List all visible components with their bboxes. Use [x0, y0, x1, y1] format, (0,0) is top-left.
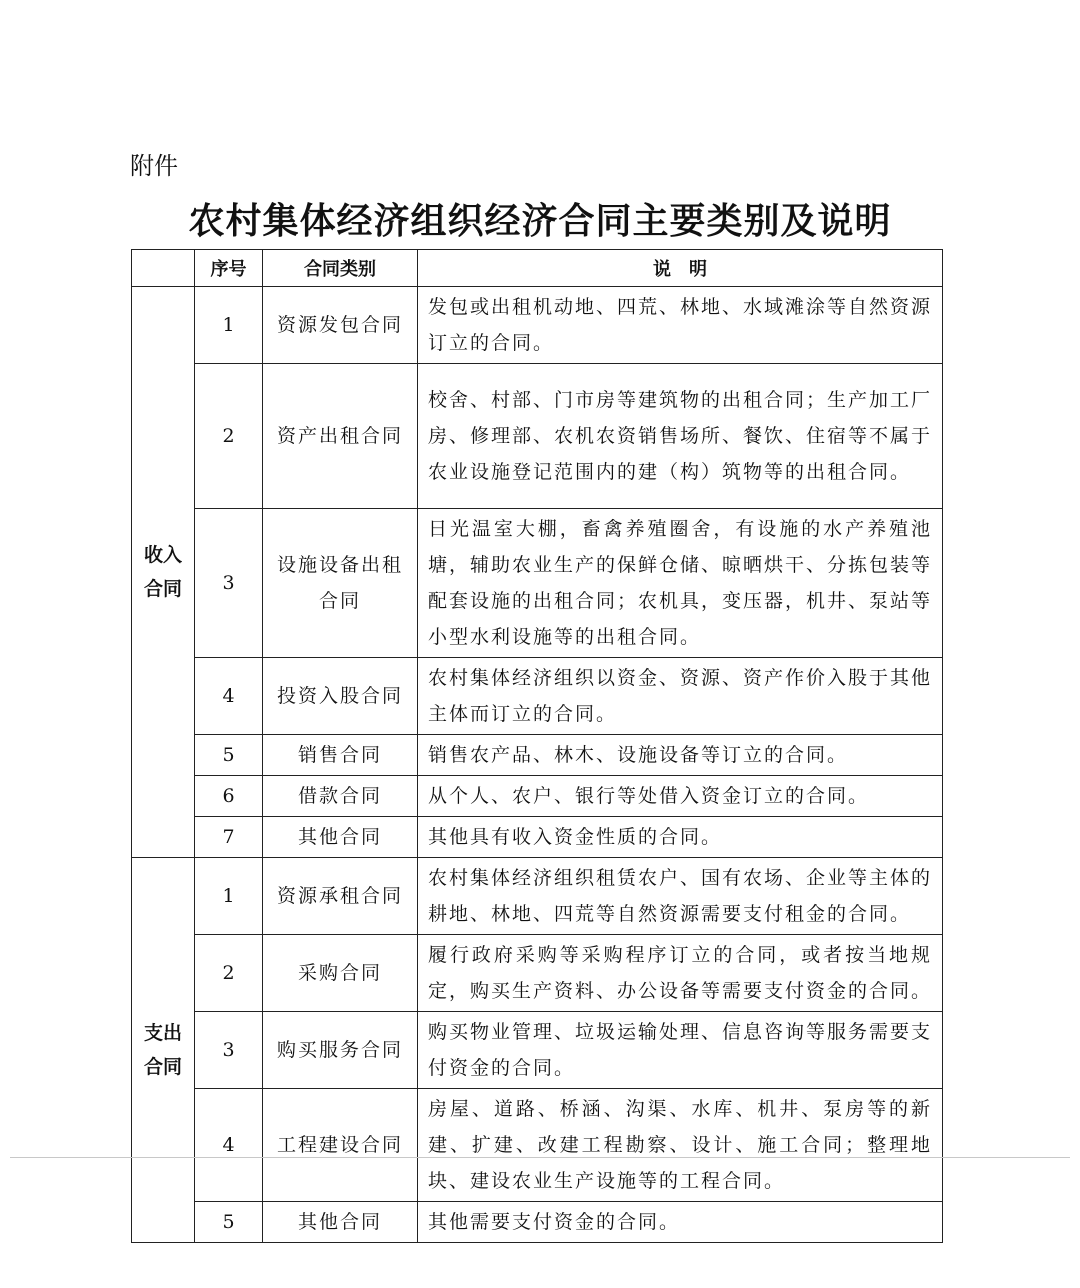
- row-description: 房屋、道路、桥涵、沟渠、水库、机井、泵房等的新建、扩建、改建工程勘察、设计、施工合同；整理地块、建设农业生产设施等的工程合同。: [418, 1089, 943, 1202]
- table-row: [132, 1089, 943, 1202]
- row-category: 设施设备出租合同: [263, 509, 418, 658]
- header-group: [132, 250, 195, 287]
- table-row: [132, 776, 943, 817]
- table-header-row: [132, 250, 943, 287]
- row-description: 购买物业管理、垃圾运输处理、信息咨询等服务需要支付资金的合同。: [418, 1012, 943, 1089]
- group-label-expense: 支出合同: [132, 858, 195, 1243]
- row-description: 其他需要支付资金的合同。: [418, 1202, 943, 1243]
- row-category: 借款合同: [263, 776, 418, 817]
- table-row: [132, 1012, 943, 1089]
- row-description: 销售农产品、林木、设施设备等订立的合同。: [418, 735, 943, 776]
- row-category: 销售合同: [263, 735, 418, 776]
- row-description: 履行政府采购等采购程序订立的合同，或者按当地规定，购买生产资料、办公设备等需要支付资金的合同。: [418, 935, 943, 1012]
- row-description: 校舍、村部、门市房等建筑物的出租合同；生产加工厂房、修理部、农机农资销售场所、餐饮、住宿等不属于农业设施登记范围内的建（构）筑物等的出租合同。: [418, 364, 943, 509]
- row-seq: 3: [195, 1012, 263, 1089]
- table-row: [132, 1202, 943, 1243]
- row-seq: 4: [195, 1089, 263, 1202]
- row-category: 工程建设合同: [263, 1089, 418, 1202]
- row-description: 从个人、农户、银行等处借入资金订立的合同。: [418, 776, 943, 817]
- row-category: 投资入股合同: [263, 658, 418, 735]
- header-category: 合同类别: [263, 250, 418, 287]
- row-description: 其他具有收入资金性质的合同。: [418, 817, 943, 858]
- table-row: [132, 735, 943, 776]
- row-seq: 5: [195, 1202, 263, 1243]
- row-category: 其他合同: [263, 1202, 418, 1243]
- document-title: 农村集体经济组织经济合同主要类别及说明: [188, 201, 892, 242]
- header-description: 说 明: [418, 250, 943, 287]
- table-row: [132, 817, 943, 858]
- group-label-income: 收入合同: [132, 287, 195, 858]
- row-description: 农村集体经济组织以资金、资源、资产作价入股于其他主体而订立的合同。: [418, 658, 943, 735]
- table-row: [132, 509, 943, 658]
- row-seq: 1: [195, 287, 263, 364]
- table-row: [132, 287, 943, 364]
- scan-artifact-line: [10, 1157, 1070, 1158]
- row-seq: 2: [195, 935, 263, 1012]
- table-row: [132, 858, 943, 935]
- attachment-label: 附件: [130, 152, 178, 180]
- table-row: [132, 364, 943, 509]
- row-category: 资产出租合同: [263, 364, 418, 509]
- table-row: [132, 658, 943, 735]
- row-seq: 7: [195, 817, 263, 858]
- row-category: 其他合同: [263, 817, 418, 858]
- row-description: 日光温室大棚，畜禽养殖圈舍，有设施的水产养殖池塘，辅助农业生产的保鲜仓储、晾晒烘干、分拣包装等配套设施的出租合同；农机具，变压器，机井、泵站等小型水利设施等的出租合同。: [418, 509, 943, 658]
- row-seq: 3: [195, 509, 263, 658]
- table-row: [132, 935, 943, 1012]
- row-seq: 6: [195, 776, 263, 817]
- row-category: 资源承租合同: [263, 858, 418, 935]
- header-seq: 序号: [195, 250, 263, 287]
- row-seq: 1: [195, 858, 263, 935]
- row-category: 资源发包合同: [263, 287, 418, 364]
- row-seq: 5: [195, 735, 263, 776]
- contract-category-table: [131, 249, 943, 1243]
- row-description: 发包或出租机动地、四荒、林地、水域滩涂等自然资源订立的合同。: [418, 287, 943, 364]
- row-seq: 4: [195, 658, 263, 735]
- row-category: 采购合同: [263, 935, 418, 1012]
- row-seq: 2: [195, 364, 263, 509]
- row-category: 购买服务合同: [263, 1012, 418, 1089]
- row-description: 农村集体经济组织租赁农户、国有农场、企业等主体的耕地、林地、四荒等自然资源需要支付租金的合同。: [418, 858, 943, 935]
